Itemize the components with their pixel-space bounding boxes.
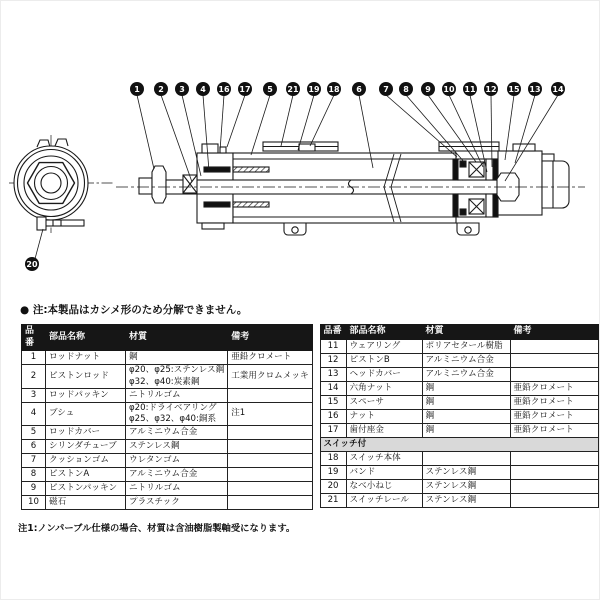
bush-hatch — [233, 202, 269, 207]
header-row — [320, 325, 598, 340]
column-header: 品番 — [320, 325, 346, 340]
part-name-cell: ブシュ — [46, 402, 126, 425]
rod-seal-stripe — [204, 167, 230, 172]
callout-number: 9 — [425, 85, 431, 94]
callout-number: 11 — [464, 85, 476, 94]
part-name-cell: 磁石 — [46, 496, 126, 510]
bush-hatch — [233, 167, 269, 172]
remarks-cell — [510, 494, 598, 508]
table-row — [320, 466, 598, 480]
callout-17 — [227, 82, 252, 147]
part-name-cell: 六角ナット — [346, 382, 422, 396]
remarks-cell: 亜鉛クロメート — [510, 410, 598, 424]
part-number-cell: 12 — [320, 354, 346, 368]
table-row — [22, 482, 313, 496]
pan-head-screw — [37, 217, 46, 230]
material-cell: ステンレス鋼 — [126, 440, 228, 454]
part-number-cell: 2 — [22, 365, 46, 388]
part-name-cell: ロッドカバー — [46, 426, 126, 440]
remarks-cell — [228, 388, 312, 402]
remarks-cell: 亜鉛クロメート — [228, 351, 312, 365]
rod-packing — [183, 175, 197, 193]
callout-number: 4 — [200, 85, 206, 94]
column-header: 品番 — [22, 325, 46, 351]
part-name-cell: スイッチ本体 — [346, 452, 422, 466]
callout-number: 16 — [218, 85, 230, 94]
part-number-cell: 19 — [320, 466, 346, 480]
part-name-cell: スイッチレール — [346, 494, 422, 508]
callout-number: 8 — [403, 85, 409, 94]
callout-20 — [25, 229, 43, 271]
part-name-cell: ヘッドカバー — [346, 368, 422, 382]
part-number-cell: 7 — [22, 454, 46, 468]
material-cell: ニトリルゴム — [126, 388, 228, 402]
material-cell: アルミニウム合金 — [422, 354, 510, 368]
rail-mount-stud — [220, 147, 226, 153]
callout-number: 2 — [158, 85, 164, 94]
header-row — [22, 325, 313, 351]
part-number-cell: 15 — [320, 396, 346, 410]
table-row — [22, 402, 313, 425]
cylinder-cross-section-diagram — [1, 1, 600, 291]
rod-seal-stripe — [204, 202, 230, 207]
remarks-cell — [228, 440, 312, 454]
part-name-cell: ピストンロッド — [46, 365, 126, 388]
remarks-cell — [228, 482, 312, 496]
callout-number: 20 — [26, 260, 38, 269]
callout-1 — [130, 82, 154, 169]
column-header: 部品名称 — [46, 325, 126, 351]
part-name-cell: ロッドナット — [46, 351, 126, 365]
remarks-cell — [510, 340, 598, 354]
section-row — [320, 438, 598, 452]
part-name-cell: 歯付座金 — [346, 424, 422, 438]
material-cell: プラスチック — [126, 496, 228, 510]
remarks-cell — [510, 466, 598, 480]
part-name-cell: ロッドパッキン — [46, 388, 126, 402]
material-cell: ウレタンゴム — [126, 454, 228, 468]
material-cell: アルミニウム合金 — [126, 468, 228, 482]
rod-nut — [152, 166, 166, 203]
callout-number: 13 — [529, 85, 541, 94]
part-number-cell: 6 — [22, 440, 46, 454]
table-row — [22, 454, 313, 468]
material-cell: φ20、φ25:ステンレス鋼 φ32、φ40:炭素鋼 — [126, 365, 228, 388]
rod-bore-circle — [41, 173, 61, 193]
remarks-cell — [228, 426, 312, 440]
column-header: 材質 — [126, 325, 228, 351]
part-name-cell: スペーサ — [346, 396, 422, 410]
column-header: 部品名称 — [346, 325, 422, 340]
side-view — [116, 142, 585, 235]
material-cell: 鋼 — [422, 396, 510, 410]
table-row — [22, 440, 313, 454]
material-cell: 鋼 — [422, 424, 510, 438]
column-header: 備考 — [510, 325, 598, 340]
remarks-cell — [510, 452, 598, 466]
column-header: 備考 — [228, 325, 312, 351]
leader-line — [491, 95, 492, 167]
remarks-cell: 亜鉛クロメート — [510, 424, 598, 438]
leader-line — [220, 95, 224, 151]
part-number-cell: 4 — [22, 402, 46, 425]
table-row — [320, 424, 598, 438]
callout-number: 14 — [552, 85, 564, 94]
remarks-cell — [510, 368, 598, 382]
remarks-cell — [510, 354, 598, 368]
part-number-cell: 1 — [22, 351, 46, 365]
part-number-cell: 17 — [320, 424, 346, 438]
callout-number: 19 — [308, 85, 320, 94]
callout-number: 17 — [239, 85, 251, 94]
callout-number: 7 — [383, 85, 389, 94]
table-row — [22, 426, 313, 440]
assembly-note: ● 注:本製品はカシメ形のため分解できません。 — [20, 304, 248, 316]
part-number-cell: 16 — [320, 410, 346, 424]
table-row — [320, 396, 598, 410]
callout-number: 15 — [508, 85, 520, 94]
footnote-note1: 注1:ノンパーブル仕様の場合、材質は含油樹脂製軸受になります。 — [18, 523, 296, 534]
table-row — [320, 494, 598, 508]
callout-number: 10 — [443, 85, 455, 94]
part-number-cell: 3 — [22, 388, 46, 402]
callout-12 — [484, 82, 498, 167]
part-name-cell: ピストンB — [346, 354, 422, 368]
table-row — [22, 351, 313, 365]
material-cell: ステンレス鋼 — [422, 494, 510, 508]
remarks-cell — [228, 496, 312, 510]
table-row — [320, 410, 598, 424]
column-header: 材質 — [422, 325, 510, 340]
parts-table-left — [21, 324, 313, 510]
leader-line — [386, 95, 457, 157]
parts-table-right — [320, 324, 599, 508]
leader-line — [161, 95, 192, 182]
callout-number: 12 — [485, 85, 497, 94]
material-cell: アルミニウム合金 — [126, 426, 228, 440]
part-number-cell: 8 — [22, 468, 46, 482]
remarks-cell — [510, 480, 598, 494]
material-cell: 鋼 — [126, 351, 228, 365]
remarks-cell: 工業用クロムメッキ — [228, 365, 312, 388]
cover-bottom-boss — [202, 223, 224, 229]
parts-tables — [21, 324, 599, 510]
material-cell: ステンレス鋼 — [422, 466, 510, 480]
part-number-cell: 21 — [320, 494, 346, 508]
part-number-cell: 10 — [22, 496, 46, 510]
table-row — [22, 496, 313, 510]
part-name-cell: ウェアリング — [346, 340, 422, 354]
table-row — [320, 340, 598, 354]
callout-21 — [281, 82, 300, 146]
part-name-cell: なべ小ねじ — [346, 480, 422, 494]
part-name-cell: ナット — [346, 410, 422, 424]
table-row — [320, 452, 598, 466]
callout-number: 6 — [356, 85, 362, 94]
callout-number: 5 — [267, 85, 273, 94]
part-name-cell: クッションゴム — [46, 454, 126, 468]
part-number-cell: 9 — [22, 482, 46, 496]
switch-body — [299, 144, 315, 151]
leader-line — [227, 95, 245, 147]
callout-number: 3 — [179, 85, 185, 94]
table-row — [22, 388, 313, 402]
material-cell: ポリアセタール樹脂 — [422, 340, 510, 354]
part-number-cell: 20 — [320, 480, 346, 494]
callout-19 — [298, 82, 321, 150]
material-cell: 鋼 — [422, 382, 510, 396]
material-cell: ステンレス鋼 — [422, 480, 510, 494]
table-row — [320, 354, 598, 368]
part-number-cell: 14 — [320, 382, 346, 396]
leader-line — [137, 95, 154, 169]
callout-number: 18 — [328, 85, 340, 94]
material-cell: ニトリルゴム — [126, 482, 228, 496]
material-cell: アルミニウム合金 — [422, 368, 510, 382]
callout-number: 21 — [287, 85, 299, 94]
part-name-cell: シリンダチューブ — [46, 440, 126, 454]
callout-number: 1 — [134, 85, 140, 94]
port-boss — [202, 144, 218, 153]
part-number-cell: 18 — [320, 452, 346, 466]
end-cap — [542, 161, 569, 208]
table-row — [22, 468, 313, 482]
section-label: スイッチ付 — [320, 438, 598, 452]
part-name-cell: ピストンA — [46, 468, 126, 482]
end-view — [9, 135, 115, 233]
rod-tip — [139, 178, 152, 194]
remarks-cell: 亜鉛クロメート — [510, 382, 598, 396]
table-row — [22, 365, 313, 388]
leader-line — [281, 95, 293, 146]
table-row — [320, 382, 598, 396]
table-row — [320, 368, 598, 382]
rail-clip — [55, 139, 68, 146]
remarks-cell: 注1 — [228, 402, 312, 425]
material-cell: 鋼 — [422, 410, 510, 424]
part-number-cell: 5 — [22, 426, 46, 440]
table-row — [320, 480, 598, 494]
remarks-cell — [228, 454, 312, 468]
leader-line — [182, 95, 201, 176]
remarks-cell: 亜鉛クロメート — [510, 396, 598, 410]
part-number-cell: 13 — [320, 368, 346, 382]
part-name-cell: ピストンパッキン — [46, 482, 126, 496]
material-cell — [422, 452, 510, 466]
leader-line — [310, 95, 334, 146]
remarks-cell — [228, 468, 312, 482]
end-cap-step — [542, 154, 554, 161]
part-number-cell: 11 — [320, 340, 346, 354]
part-name-cell: バンド — [346, 466, 422, 480]
material-cell: φ20:ドライベアリング φ25、φ32、φ40:銅系 — [126, 402, 228, 425]
